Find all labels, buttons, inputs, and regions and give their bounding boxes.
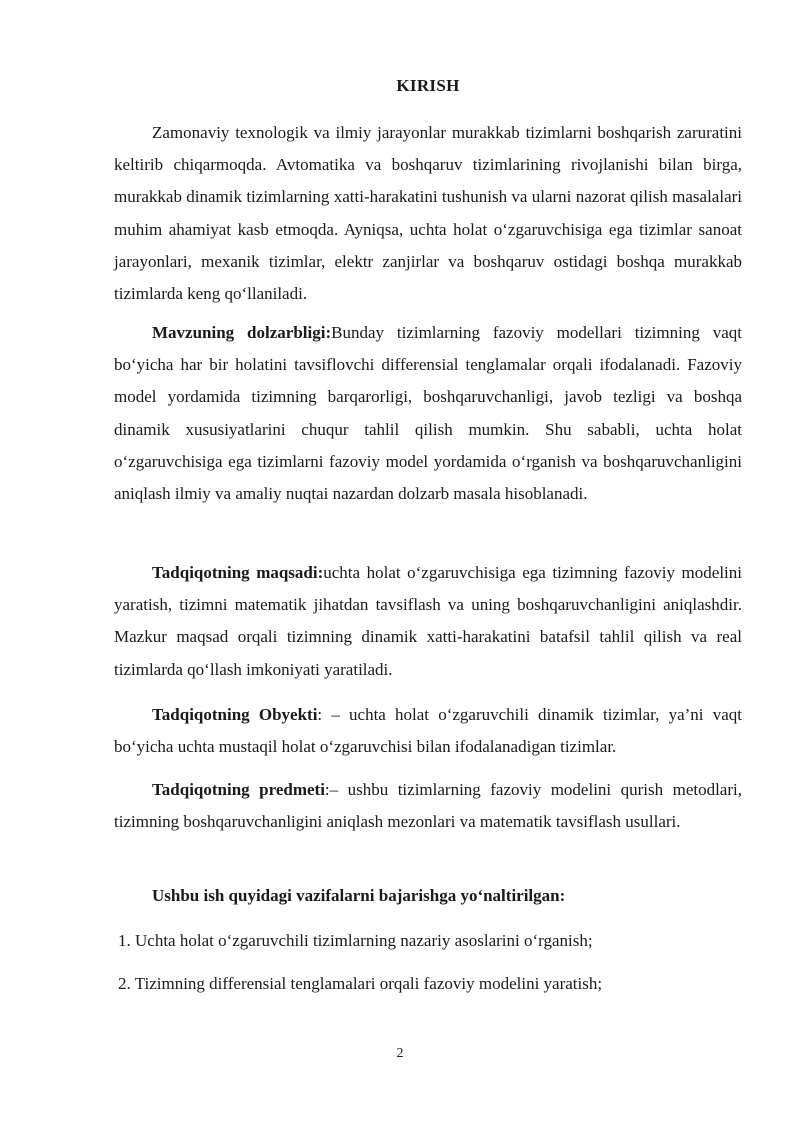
object-paragraph: [114, 699, 742, 763]
subject-label: Tadqiqotning predmeti: [152, 780, 325, 799]
tasks-heading: Ushbu ish quyidagi vazifalarni bajarishga yo‘naltirilgan:: [152, 886, 566, 905]
goal-text: uchta holat o‘zgaruvchisiga ega tizimning fazoviy modelini yaratish, tizimni matematik jihatdan tavsiflash va uning boshqaruvchanligini aniqlashdir. Mazkur maqsad orqali tizimning dinamik xatti-harakatini batafsil tahlil qilish va real tizimlarda qo‘llash imkoniyati yaratiladi.: [114, 563, 742, 679]
relevance-label: Mavzuning dolzarbligi:: [152, 323, 332, 342]
goal-label: Tadqiqotning maqsadi:: [152, 563, 324, 582]
object-label: Tadqiqotning Obyekti: [152, 705, 318, 724]
relevance-paragraph: [114, 317, 742, 510]
task-item-2: 2. Tizimning differensial tenglamalari orqali fazoviy modelini yaratish;: [118, 974, 603, 993]
goal-paragraph: [114, 557, 742, 686]
subject-text: :– ushbu tizimlarning fazoviy modelini qurish metodlari, tizimning boshqaruvchanligini aniqlash mezonlari va matematik tavsiflash usullari.: [114, 780, 742, 832]
object-text: : – uchta holat o‘zgaruvchili dinamik tizimlar, ya’ni vaqt bo‘yicha uchta mustaqil holat o‘zgaruvchisi bilan ifodalanadigan tizimlar.: [114, 705, 742, 757]
intro-paragraph: Zamonaviy texnologik va ilmiy jarayonlar murakkab tizimlarni boshqarish zaruratini keltirib chiqarmoqda. Avtomatika va boshqaruv tizimlarining rivojlanishi bilan birga, murakkab dinamik tizimlarning xatti-harakatini tushunish va ularni nazorat qilish masalalari muhim ahamiyat kasb etmoqda. Ayniqsa, uchta holat o‘zgaruvchisiga ega tizimlar sanoat jarayonlari, mexanik tizimlar, elektr zanjirlar va boshqaruv ostidagi boshqa murakkab tizimlarda keng qo‘llaniladi.: [114, 123, 742, 304]
page-number: 2: [396, 1046, 404, 1061]
task-item-1: 1. Uchta holat o‘zgaruvchili tizimlarning nazariy asoslarini o‘rganish;: [118, 931, 593, 950]
subject-paragraph: [114, 774, 742, 838]
page-title: KIRISH: [396, 76, 460, 95]
relevance-text: Bunday tizimlarning fazoviy modellari tizimning vaqt bo‘yicha har bir holatini tavsiflovchi differensial tenglamalar orqali ifodalanadi. Fazoviy model yordamida tizimning barqarorligi, boshqaruvchanligi, javob tezligi va boshqa dinamik xususiyatlarini chuqur tahlil qilish mumkin. Shu sababli, uchta holat o‘zgaruvchisiga ega tizimlarni fazoviy model yordamida o‘rganish va boshqaruvchanligini aniqlash ilmiy va amaliy nuqtai nazardan dolzarb masala hisoblanadi.: [114, 323, 742, 504]
